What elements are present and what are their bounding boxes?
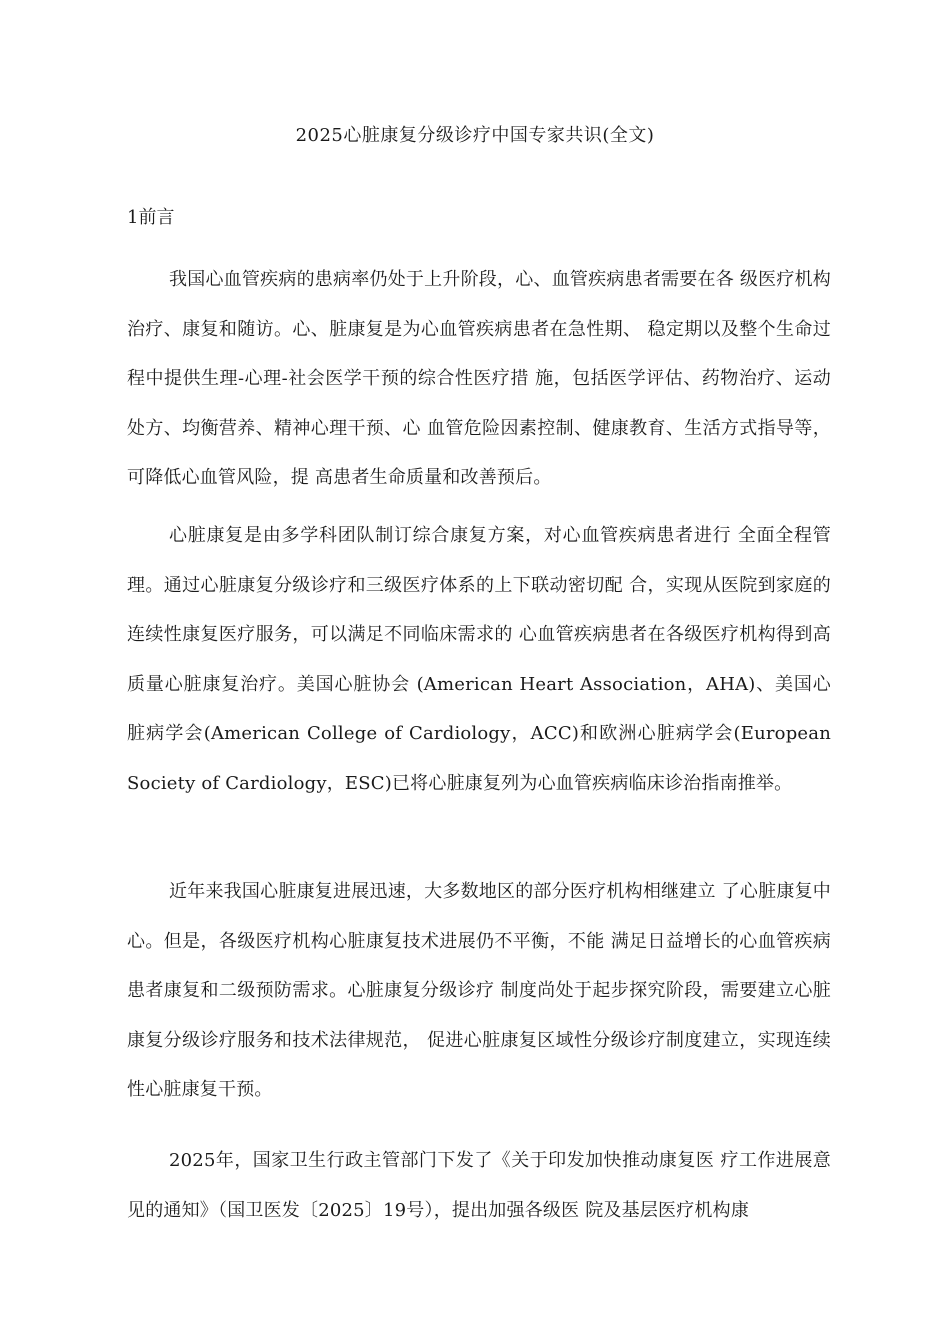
paragraph-4: 2025年，国家卫生行政主管部门下发了《关于印发加快推动康复医 疗工作进展意见的通知》（国卫医发〔2025〕19号），提出加强各级医 院及基层医疗机构康 [127,1150,831,1221]
section-heading: 1前言 [127,207,175,228]
paragraph-1: 我国心血管疾病的患病率仍处于上升阶段，心、血管疾病患者需要在各 级医疗机构治疗、康复和随访。心、脏康复是为心血管疾病患者在急性期、 稳定期以及整个生命过程中提供生理-心理-社会医学干预的综合性医疗措 施，包括医学评估、药物治疗、运动处方、均衡营养、精神心理干预、心 血管危险因素控制、健康教育、生活方式指导等，可降低心血管风险，提 高患者生命质量和改善预后。 [127,269,831,489]
paragraph-2: 心脏康复是由多学科团队制订综合康复方案，对心血管疾病患者进行 全面全程管理。通过心脏康复分级诊疗和三级医疗体系的上下联动密切配 合，实现从医院到家庭的连续性康复医疗服务，可以满足不同临床需求的 心血管疾病患者在各级医疗机构得到高质量心脏康复治疗。美国心脏协会 (American Heart Association，AHA)、美国心脏病学会(American College of Cardiology，ACC)和欧洲心脏病学会(European Society of Cardiology，ESC)已将心脏康复列为心血管疾病临床诊治指南推举。 [127,525,831,794]
paragraph-3: 近年来我国心脏康复进展迅速，大多数地区的部分医疗机构相继建立 了心脏康复中心。但是，各级医疗机构心脏康复技术进展仍不平衡，不能 满足日益增长的心血管疾病患者康复和二级预防需求。心脏康复分级诊疗 制度尚处于起步探究阶段，需要建立心脏康复分级诊疗服务和技术法律规范， 促进心脏康复区域性分级诊疗制度建立，实现连续性心脏康复干预。 [127,881,831,1101]
document-title: 2025心脏康复分级诊疗中国专家共识(全文) [295,125,655,146]
